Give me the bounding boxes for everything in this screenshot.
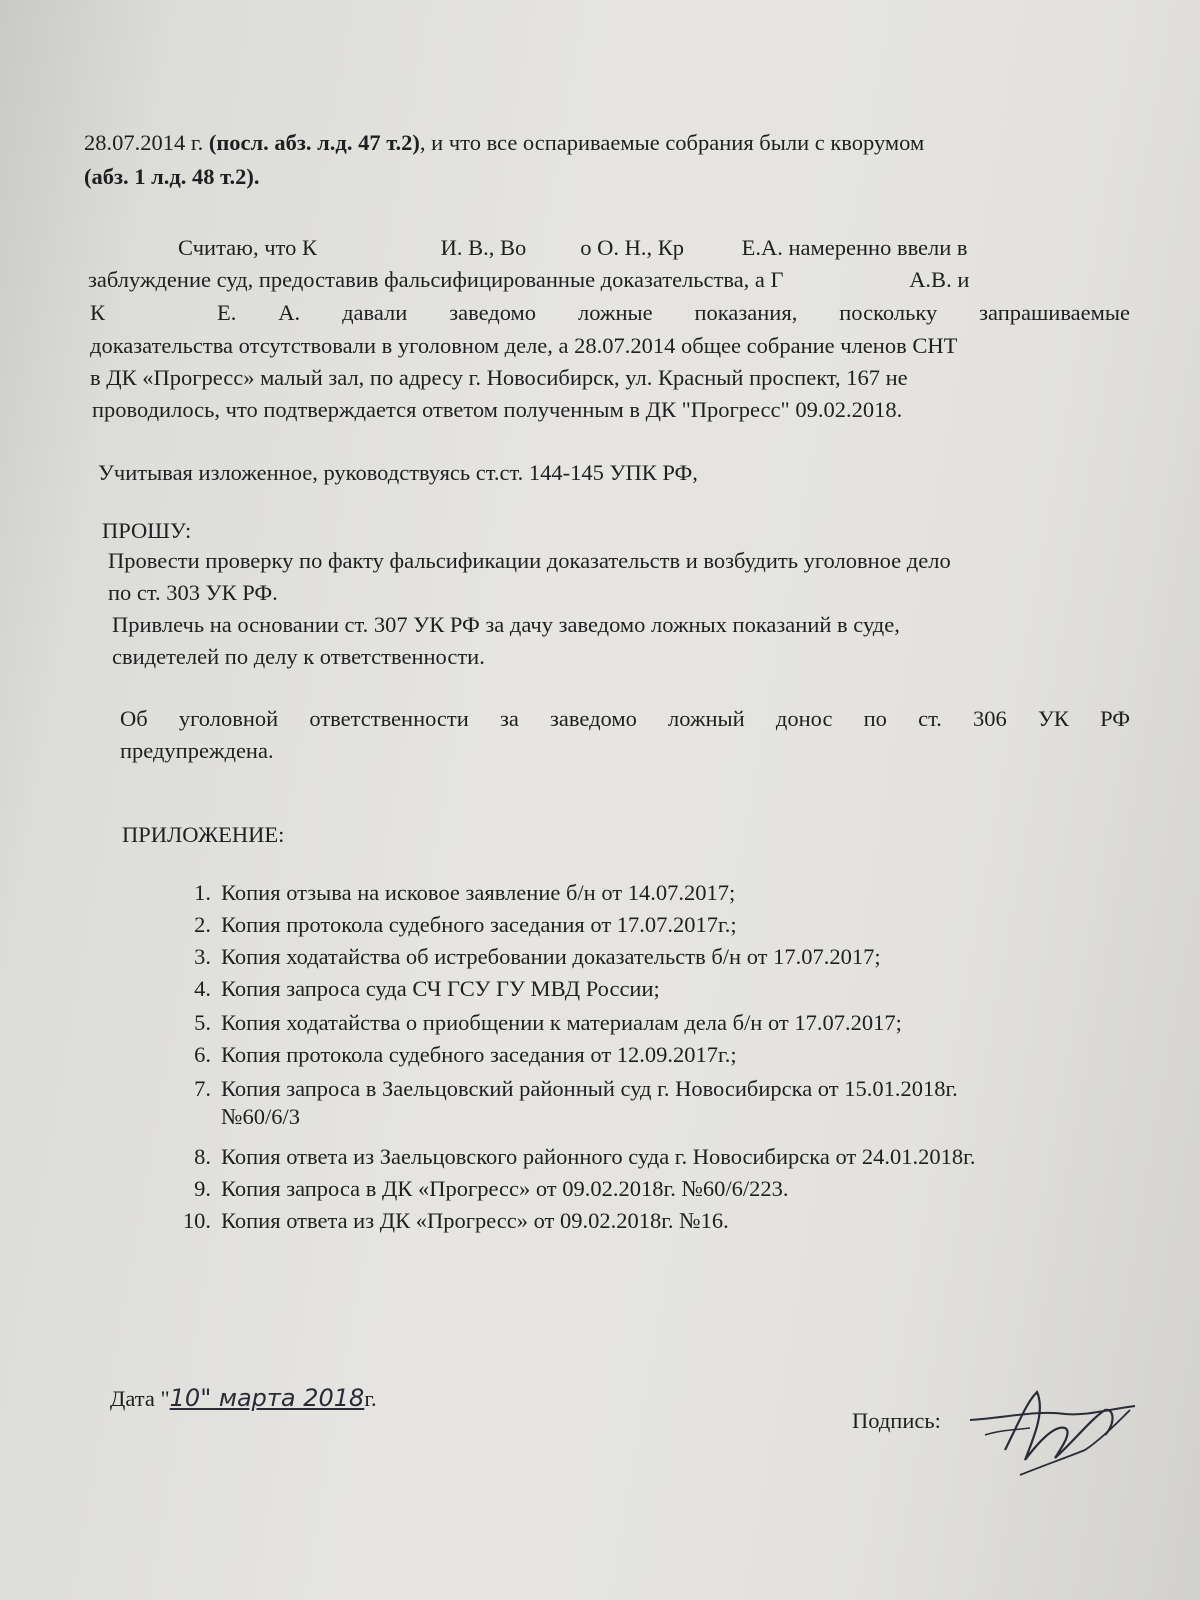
- signature-icon: [965, 1380, 1145, 1490]
- text-line: в ДК «Прогресс» малый зал, по адресу г. Новосибирск, ул. Красный проспект, 167 не: [90, 365, 908, 390]
- text-segment: И. В., Во: [440, 235, 527, 260]
- text-segment: Е.А. намеренно ввели в: [741, 235, 968, 260]
- text-line: [88, 267, 1130, 293]
- warning-line: предупреждена.: [120, 738, 274, 763]
- redacted-name: [105, 319, 175, 320]
- request-item: Провести проверку по факту фальсификации доказательств и возбудить уголовное дело: [108, 548, 951, 573]
- redacted-name: [784, 286, 904, 287]
- appendix-item: 8. Копия ответа из Заельцовского районного суда г. Новосибирска от 24.01.2018г.: [194, 1144, 976, 1169]
- text-line: [90, 300, 1130, 326]
- date-field: [110, 1385, 377, 1412]
- appendix-item: 3. Копия ходатайства об истребовании доказательств б/н от 17.07.2017;: [194, 944, 881, 969]
- ref-bold: (посл. абз. л.д. 47 т.2): [208, 130, 420, 155]
- appendix-item-continuation: №60/6/3: [221, 1104, 300, 1129]
- redacted-name: [317, 254, 435, 255]
- text-line: Учитывая изложенное, руководствуясь ст.ст. 144-145 УПК РФ,: [98, 460, 698, 485]
- text-line: проводилось, что подтверждается ответом полученным в ДК "Прогресс" 09.02.2018.: [92, 397, 903, 422]
- text-line: [84, 164, 260, 190]
- date-ref: 28.07.2014 г.: [84, 130, 204, 155]
- appendix-title: ПРИЛОЖЕНИЕ:: [122, 822, 285, 847]
- appendix-item: 4. Копия запроса суда СЧ ГСУ ГУ МВД России;: [194, 976, 660, 1001]
- text-line: доказательства отсутствовали в уголовном деле, а 28.07.2014 общее собрание членов СНТ: [90, 333, 958, 358]
- signature-label: Подпись:: [852, 1408, 941, 1433]
- date-suffix: г.: [364, 1386, 377, 1411]
- appendix-item: 5. Копия ходатайства о приобщении к материалам дела б/н от 17.07.2017;: [194, 1010, 902, 1035]
- text-segment: , и что все оспариваемые собрания были с кворумом: [419, 130, 925, 155]
- text-segment: Считаю, что К: [178, 235, 317, 260]
- redacted-name: [684, 254, 736, 255]
- redacted-name: [526, 254, 580, 255]
- text-line: [84, 130, 1134, 156]
- appendix-item: 10. Копия ответа из ДК «Прогресс» от 09.02.2018г. №16.: [182, 1208, 729, 1233]
- ref-bold: (абз. 1 л.д. 48 т.2).: [84, 164, 260, 189]
- handwritten-date: 10" марта 2018: [169, 1384, 365, 1412]
- request-item: Привлечь на основании ст. 307 УК РФ за дачу заведомо ложных показаний в суде,: [112, 612, 900, 637]
- appendix-item: 2. Копия протокола судебного заседания от 17.07.2017г.;: [194, 912, 737, 937]
- text-segment: заблуждение суд, предоставив фальсифицированные доказательства, а Г: [88, 267, 784, 292]
- request-item: свидетелей по делу к ответственности.: [112, 644, 485, 669]
- warning-line: Об уголовной ответственности за заведомо ложный донос по ст. 306 УК РФ: [120, 706, 1130, 731]
- appendix-item: 9. Копия запроса в ДК «Прогресс» от 09.02.2018г. №60/6/223.: [194, 1176, 789, 1201]
- appendix-item: 6. Копия протокола судебного заседания от 12.09.2017г.;: [194, 1042, 737, 1067]
- text-segment: А.В. и: [909, 267, 970, 292]
- text-segment: о О. Н., Кр: [580, 235, 684, 260]
- date-label: Дата ": [110, 1386, 170, 1411]
- text-line: [178, 235, 1130, 261]
- text-segment: Е. А. давали заведомо ложные показания, поскольку запрашиваемые: [216, 300, 1130, 325]
- request-item: по ст. 303 УК РФ.: [108, 580, 278, 605]
- text-segment: К: [90, 300, 106, 325]
- appendix-item: 1. Копия отзыва на исковое заявление б/н от 14.07.2017;: [194, 880, 736, 905]
- request-title: ПРОШУ:: [102, 518, 192, 543]
- appendix-item: 7. Копия запроса в Заельцовский районный суд г. Новосибирска от 15.01.2018г.: [194, 1076, 958, 1101]
